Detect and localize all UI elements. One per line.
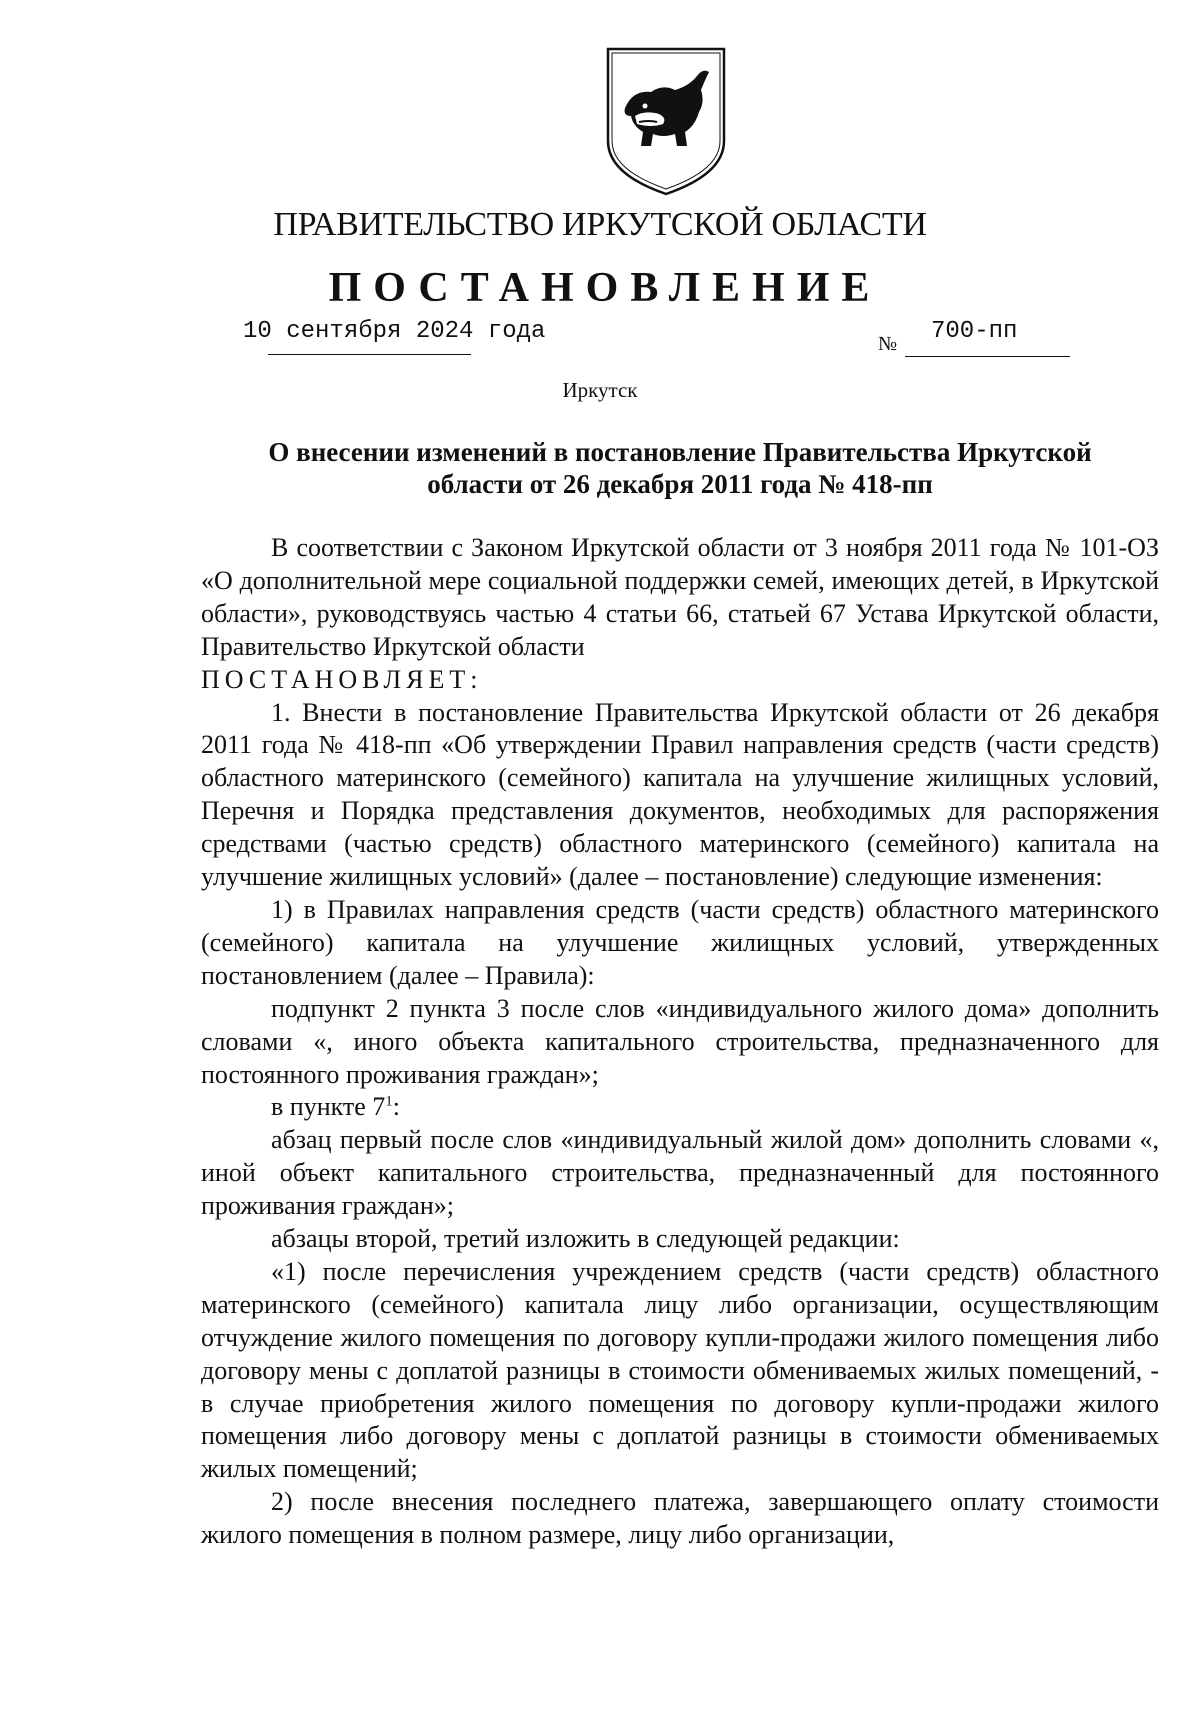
document-subject <box>230 436 1130 500</box>
organization-name: ПРАВИТЕЛЬСТВО ИРКУТСКОЙ ОБЛАСТИ <box>273 206 927 243</box>
paragraph-point-7-1 <box>201 1091 1159 1124</box>
document-date: 10 сентября 2024 года <box>243 318 546 345</box>
paragraph-first-abzac: абзац первый после слов «индивидуальный жилой дом» дополнить словами «, иной объект капитального строительства, предназначенный для постоянного проживания граждан»; <box>201 1125 1159 1221</box>
paragraph-second-third-abzac: абзацы второй, третий изложить в следующей редакции: <box>271 1224 900 1254</box>
paragraph-quoted-1: «1) после перечисления учреждением средств (части средств) областного материнского (семейного) капитала лицу либо организации, осуществляющим отчуждение жилого помещения по договору купли-продажи жилого помещения либо договору мены с доплатой разницы в стоимости обмениваемых жилых помещений, - в случае приобретения жилого помещения по договору купли-продажи жилого помещения либо договору мены с доплатой разницы в стоимости обмениваемых жилых помещений; <box>201 1256 1159 1484</box>
city-name: Иркутск <box>562 378 638 402</box>
point-7-superscript: 1 <box>385 1093 393 1110</box>
point-7-prefix: в пункте 7 <box>271 1092 386 1122</box>
paragraph-subitem-1: 1) в Правилах направления средств (части средств) областного материнского (семейного) капитала на улучшение жилищных условий, утвержденных постановлением (далее – Правила): <box>201 894 1159 990</box>
paragraph-quoted-2: 2) после внесения последнего платежа, завершающего оплату стоимости жилого помещения в полном размере, лицу либо организации, <box>201 1487 1159 1550</box>
document-number: 700-пп <box>931 318 1018 345</box>
document-body <box>201 532 1159 1552</box>
paragraph-preamble: В соответствии с Законом Иркутской области от 3 ноября 2011 года № 101-ОЗ «О дополнительной мере социальной поддержки семей, имеющих детей, в Иркутской области», руководствуясь частью 4 статьи 66, статьей 67 Устава Иркутской области, Правительство Иркутской области <box>201 533 1159 661</box>
number-underline <box>905 356 1070 357</box>
subject-line-2: области от 26 декабря 2011 года № 418-пп <box>427 469 933 499</box>
subject-line-1: О внесении изменений в постановление Правительства Иркутской <box>268 437 1092 467</box>
document-type-title: ПОСТАНОВЛЕНИЕ <box>328 265 882 311</box>
paragraph-resolves: ПОСТАНОВЛЯЕТ: <box>201 664 483 694</box>
date-underline <box>268 354 471 355</box>
paragraph-item-1: 1. Внести в постановление Правительства Иркутской области от 26 декабря 2011 года № 418-пп «Об утверждении Правил направления средств (части средств) областного материнского (семейного) капитала на улучшение жилищных условий, Перечня и Порядка представления документов, необходимых для распоряжения средствами (частью средств) областного материнского (семейного) капитала на улучшение жилищных условий» (далее – постановление) следующие изменения: <box>201 697 1159 892</box>
point-7-suffix: : <box>392 1092 401 1122</box>
paragraph-subpoint-2: подпункт 2 пункта 3 после слов «индивидуального жилого дома» дополнить словами «, иного объекта капитального строительства, предназначенного для постоянного проживания граждан»; <box>201 993 1159 1089</box>
irkutsk-coat-of-arms-icon <box>605 46 727 196</box>
number-sign: № <box>878 333 898 355</box>
